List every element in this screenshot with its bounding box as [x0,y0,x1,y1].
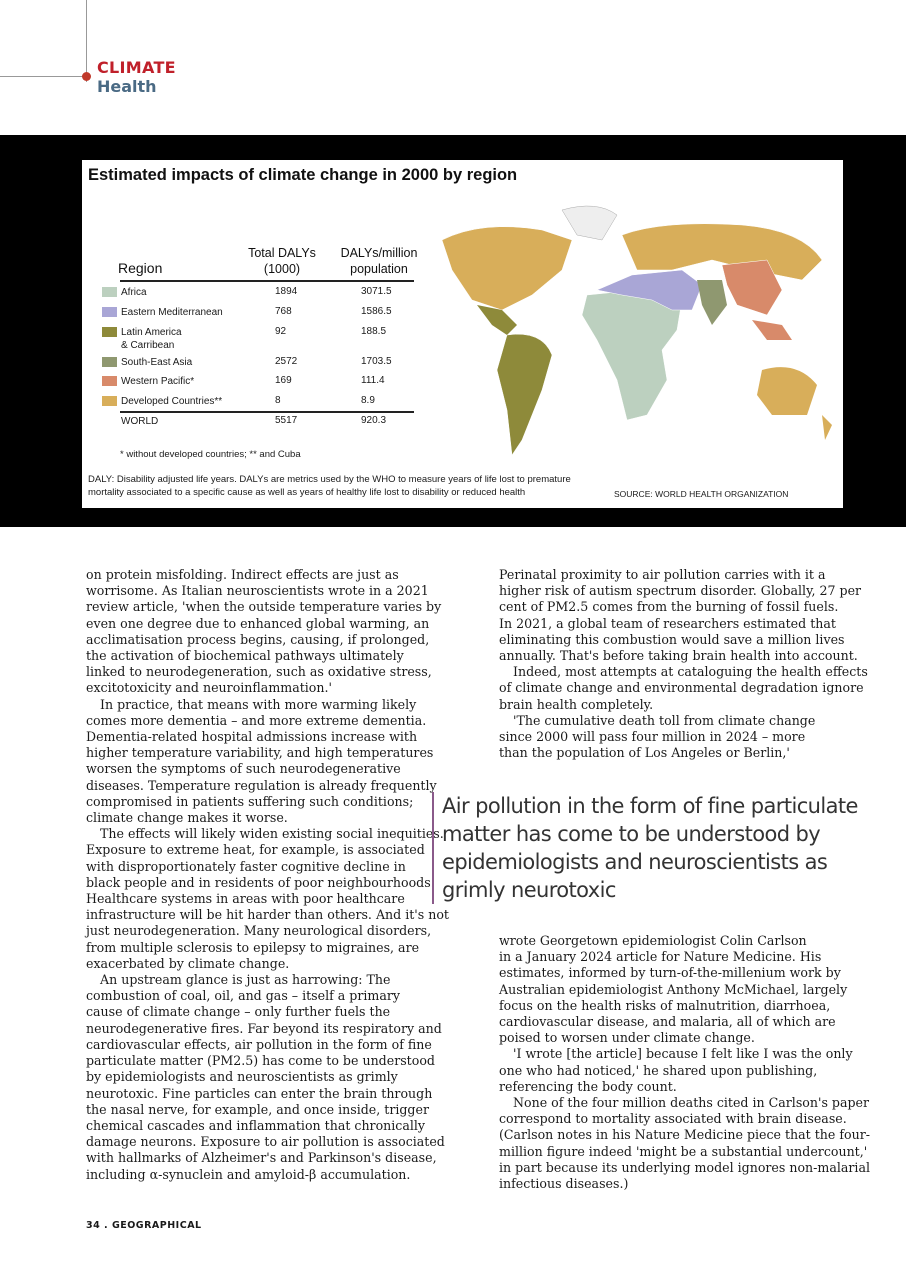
total-dalys: 92 [275,326,287,337]
text-line: infectious diseases.) [499,1176,629,1192]
text-line: Dementia-related hospital admissions increase with [86,729,418,745]
table-row [102,356,422,370]
region-name: Africa [121,287,147,298]
text-line: Healthcare systems in areas with poor healthcare [86,891,405,907]
table-row [102,326,422,351]
text-line: Exposure to extreme heat, for example, is associated [86,842,425,858]
text-line: None of the four million deaths cited in Carlson's paper [513,1095,870,1111]
legend-swatch [102,376,117,386]
text-line: just neurodegeneration. Many neurological disorders, [86,923,432,939]
header-region: Region [118,260,163,276]
text-line: cardiovascular disease, and malaria, all of which are [499,1014,836,1030]
divider [86,0,87,82]
legend-swatch [102,357,117,367]
text-line: comes more dementia – and more extreme dementia. [86,712,427,728]
total-dalys: 2572 [275,356,298,367]
table-row [102,375,422,389]
table-row [102,395,422,409]
text-line: even one degree due to enhanced global warming, an [86,615,430,631]
figure-source: SOURCE: WORLD HEALTH ORGANIZATION [614,489,789,499]
text-line: eliminating this combustion would save a million lives [499,631,845,647]
right-column-top [499,567,868,761]
header-total-dalys: Total DALYs (1000) [248,246,316,276]
text-line: poised to worsen under climate change. [499,1030,755,1046]
pull-quote [432,792,858,904]
text-line: diseases. Temperature regulation is already frequently [86,777,437,793]
text-line: climate change makes it worse. [86,810,288,826]
text-line: Perinatal proximity to air pollution carries with it a [499,567,826,582]
text-line: In 2021, a global team of researchers estimated that [499,615,836,631]
divider [0,76,86,77]
text-line: worsen the symptoms of such neurodegenerative [86,761,401,777]
pull-quote-line: grimly neurotoxic [442,878,616,902]
table-rule [120,280,414,282]
dalys-per-million: 920.3 [361,415,387,426]
text-line: review article, 'when the outside temperature varies by [86,599,442,615]
text-line: acclimatisation process begins, causing, if prolonged, [86,631,430,647]
world-map [422,200,842,470]
text-line: focus on the health risks of malnutrition, diarrhoea, [499,997,831,1013]
text-line: neurodegenerative fires. Far beyond its respiratory and [86,1020,442,1036]
text-line: on protein misfolding. Indirect effects are just as [86,567,399,582]
text-line: higher risk of autism spectrum disorder. Globally, 27 per [499,583,862,599]
dalys-per-million: 3071.5 [361,286,392,297]
total-dalys: 768 [275,306,292,317]
text-line: with disproportionately faster cognitive decline in [86,858,406,874]
text-line: 'The cumulative death toll from climate change [513,712,816,728]
text-line: chemical cascades and inflammation that chronically [86,1117,426,1133]
pull-quote-line: epidemiologists and neuroscientists as [442,850,828,874]
total-dalys: 5517 [275,415,298,426]
dalys-per-million: 111.4 [361,375,385,386]
dalys-per-million: 8.9 [361,395,375,406]
text-line: 'I wrote [the article] because I felt like I was the only [513,1046,853,1062]
text-line: by epidemiologists and neuroscientists as grimly [86,1069,398,1085]
text-line: exacerbated by climate change. [86,955,290,971]
region-name: WORLD [121,416,159,427]
text-line: An upstream glance is just as harrowing: The [100,972,391,988]
total-dalys: 169 [275,375,292,386]
text-line: combustion of coal, oil, and gas – itself a primary [86,988,400,1004]
text-line: neurotoxic. Fine particles can enter the brain through [86,1085,433,1101]
table-row [102,286,422,300]
region-name: Western Pacific* [121,376,195,387]
total-dalys: 1894 [275,286,298,297]
total-dalys: 8 [275,395,281,406]
text-line: from multiple sclerosis to epilepsy to migraines, are [86,939,420,955]
legend-swatch [102,327,117,337]
text-line: The effects will likely widen existing social inequities. [100,826,444,842]
text-line: Australian epidemiologist Anthony McMichael, largely [499,981,848,997]
legend-swatch [102,287,117,297]
page-folio: 34 . GEOGRAPHICAL [86,1220,202,1231]
legend-swatch [102,307,117,317]
region-name: Developed Countries** [121,396,223,407]
text-line: infrastructure will be hit harder than others. And it's not [86,907,449,923]
text-line: damage neurons. Exposure to air pollution is associated [86,1134,445,1150]
text-line: in part because its underlying model ignores non-malarial [499,1159,870,1175]
text-line: estimates, informed by turn-of-the-millenium work by [499,965,841,981]
dalys-per-million: 188.5 [361,326,387,337]
text-line: including α-synuclein and amyloid-β accumulation. [86,1166,411,1182]
text-line: particulate matter (PM2.5) has come to be understood [86,1053,435,1069]
text-line: referencing the body count. [499,1078,677,1094]
region-name: Latin America & Carribean [121,327,182,351]
text-line: wrote Georgetown epidemiologist Colin Carlson [499,933,807,948]
legend-swatch [102,396,117,406]
text-line: Indeed, most attempts at cataloguing the health effects [513,664,868,680]
pull-quote-line: matter has come to be understood by [442,822,821,846]
table-row [102,306,422,320]
figure-panel [82,160,843,508]
text-line: the activation of biochemical pathways ultimately [86,648,404,664]
daly-note: DALY: Disability adjusted life years. DALYs are metrics used by the WHO to measure years of life lost to premature mortality associated to a specific cause as well as years of healthy life lost to disability or reduced health [88,474,571,498]
text-line: than the population of Los Angeles or Berlin,' [499,745,790,761]
text-line: linked to neurodegeneration, such as oxidative stress, [86,664,432,680]
table-row-world [102,415,422,429]
text-line: since 2000 will pass four million in 2024 – more [499,729,806,745]
section-sublabel: Health [97,77,157,96]
table-rule [120,411,414,413]
text-line: million figure indeed 'might be a substantial undercount,' [499,1143,868,1159]
text-line: cardiovascular effects, air pollution in the form of fine [86,1036,432,1052]
region-name: South-East Asia [121,357,193,368]
text-line: worrisome. As Italian neuroscientists wrote in a 2021 [86,583,429,599]
text-line: in a January 2024 article for Nature Medicine. His [499,949,822,965]
left-column [86,567,449,1183]
dalys-per-million: 1586.5 [361,306,392,317]
text-line: cent of PM2.5 comes from the burning of fossil fuels. [499,599,839,615]
right-column-bottom [499,933,870,1192]
text-line: annually. That's before taking brain health into account. [499,648,858,664]
text-line: with hallmarks of Alzheimer's and Parkinson's disease, [86,1150,437,1166]
text-line: correspond to mortality associated with brain disease. [499,1111,847,1127]
dalys-per-million: 1703.5 [361,356,392,367]
figure-title: Estimated impacts of climate change in 2000 by region [88,166,518,184]
text-line: In practice, that means with more warming likely [100,696,417,712]
pull-quote-line: Air pollution in the form of fine particulate [442,794,858,818]
section-dot [82,72,91,81]
text-line: the nasal nerve, for example, and once inside, trigger [86,1101,429,1117]
text-line: higher temperature variability, and high temperatures [86,745,434,761]
table-footnote: * without developed countries; ** and Cuba [120,449,301,460]
text-line: black people and in residents of poor neighbourhoods. [86,874,435,890]
text-line: of climate change and environmental degradation ignore [499,680,864,696]
text-line: (Carlson notes in his Nature Medicine piece that the four- [499,1127,870,1143]
region-name: Eastern Mediterranean [121,307,223,318]
text-line: one who had noticed,' he shared upon publishing, [499,1062,818,1078]
text-line: excitotoxicity and neuroinflammation.' [86,680,332,696]
text-line: brain health completely. [499,696,654,712]
header-dalys-per-million: DALYs/million population [340,246,418,276]
text-line: cause of climate change – only further fuels the [86,1004,391,1020]
text-line: compromised in patients suffering such conditions; [86,793,414,809]
section-label: CLIMATE [97,58,176,77]
